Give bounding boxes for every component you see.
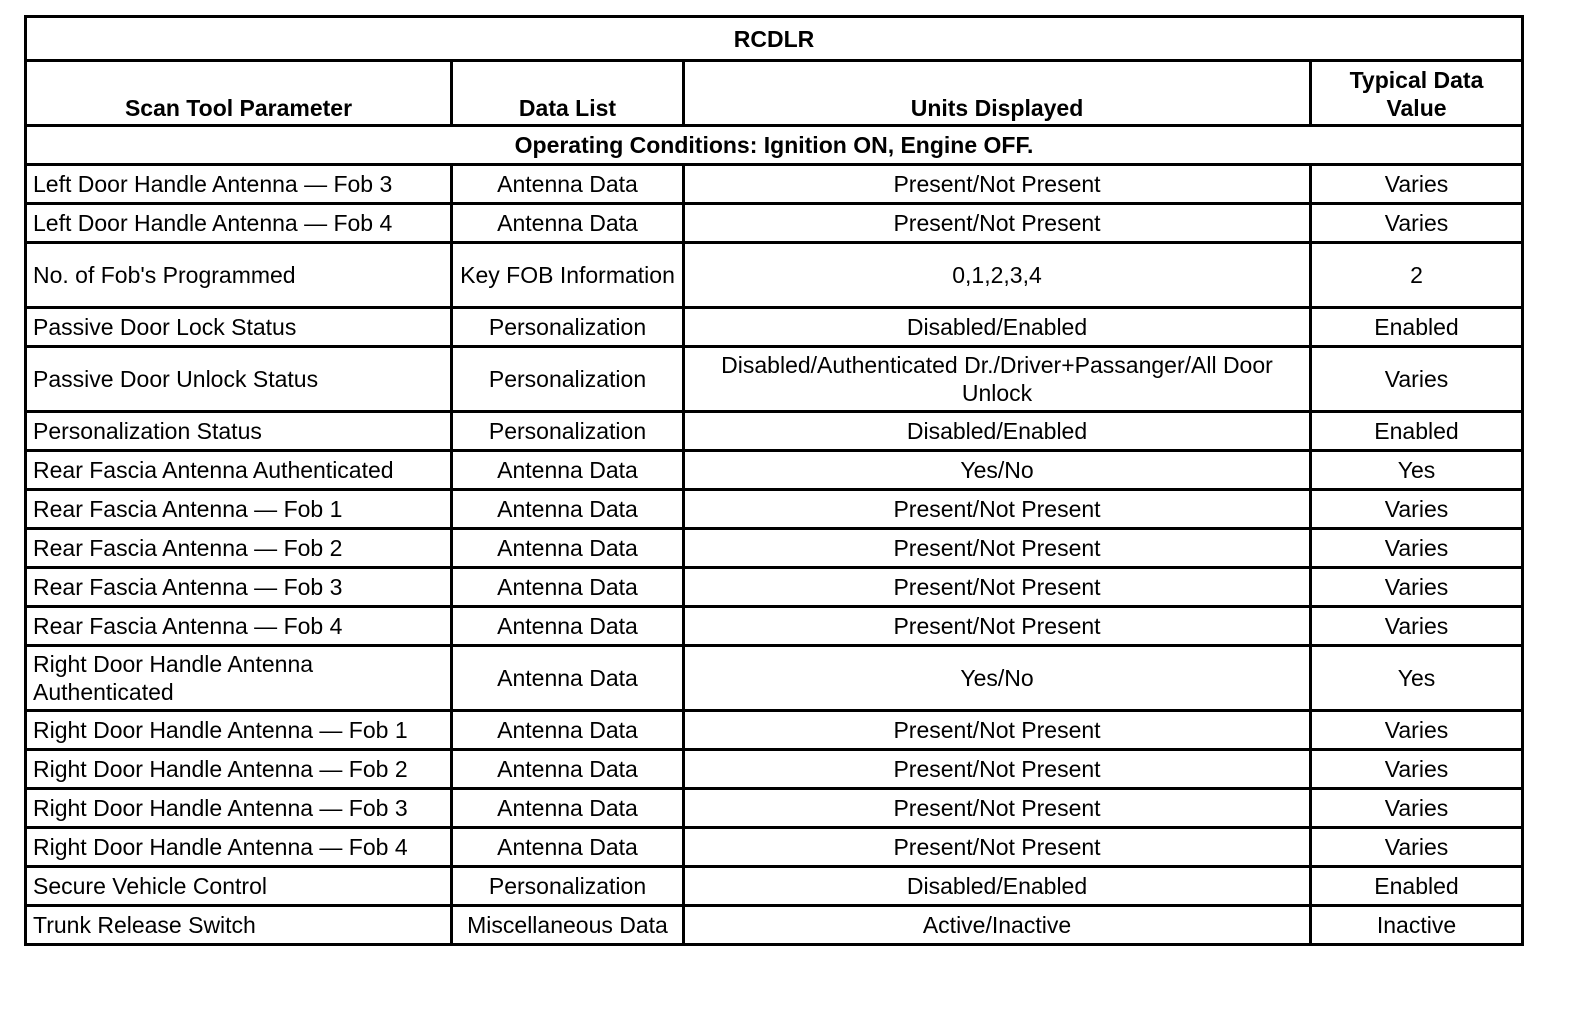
table-row	[26, 906, 1523, 945]
cell-parameter: Right Door Handle Antenna — Fob 1	[26, 711, 452, 750]
cell-parameter: Secure Vehicle Control	[26, 867, 452, 906]
cell-units: Active/Inactive	[684, 906, 1311, 945]
cell-units: Disabled/Enabled	[684, 308, 1311, 347]
cell-data-list: Antenna Data	[452, 789, 684, 828]
table-row	[26, 607, 1523, 646]
cell-parameter: Trunk Release Switch	[26, 906, 452, 945]
cell-parameter: Passive Door Unlock Status	[26, 347, 452, 412]
cell-typical-value: Enabled	[1311, 412, 1523, 451]
cell-data-list: Antenna Data	[452, 711, 684, 750]
cell-typical-value: Yes	[1311, 646, 1523, 711]
table-title: RCDLR	[26, 17, 1523, 61]
cell-units: Yes/No	[684, 451, 1311, 490]
cell-typical-value: Inactive	[1311, 906, 1523, 945]
cell-data-list: Personalization	[452, 412, 684, 451]
cell-data-list: Personalization	[452, 347, 684, 412]
cell-parameter: Right Door Handle Antenna Authenticated	[26, 646, 452, 711]
cell-units: Present/Not Present	[684, 750, 1311, 789]
header-data-list: Data List	[452, 61, 684, 126]
table-row	[26, 789, 1523, 828]
cell-parameter: Rear Fascia Antenna — Fob 4	[26, 607, 452, 646]
cell-units: Disabled/Authenticated Dr./Driver+Passanger/All Door Unlock	[684, 347, 1311, 412]
cell-data-list: Antenna Data	[452, 568, 684, 607]
cell-typical-value: Varies	[1311, 750, 1523, 789]
cell-data-list: Antenna Data	[452, 750, 684, 789]
header-units-displayed: Units Displayed	[684, 61, 1311, 126]
cell-parameter: No. of Fob's Programmed	[26, 243, 452, 308]
cell-units: Disabled/Enabled	[684, 867, 1311, 906]
cell-typical-value: Varies	[1311, 165, 1523, 204]
cell-units: Yes/No	[684, 646, 1311, 711]
cell-data-list: Antenna Data	[452, 828, 684, 867]
table-row	[26, 412, 1523, 451]
cell-data-list: Personalization	[452, 867, 684, 906]
cell-typical-value: Yes	[1311, 451, 1523, 490]
cell-data-list: Antenna Data	[452, 451, 684, 490]
table-row	[26, 243, 1523, 308]
cell-units: Present/Not Present	[684, 789, 1311, 828]
table-header-row	[26, 61, 1523, 126]
cell-data-list: Key FOB Information	[452, 243, 684, 308]
cell-data-list: Antenna Data	[452, 607, 684, 646]
table-row	[26, 750, 1523, 789]
cell-parameter: Right Door Handle Antenna — Fob 4	[26, 828, 452, 867]
cell-units: Present/Not Present	[684, 568, 1311, 607]
cell-parameter: Right Door Handle Antenna — Fob 2	[26, 750, 452, 789]
rcdlr-data-table-container	[24, 15, 1523, 946]
cell-data-list: Antenna Data	[452, 204, 684, 243]
cell-data-list: Personalization	[452, 308, 684, 347]
cell-typical-value: Varies	[1311, 490, 1523, 529]
cell-data-list: Antenna Data	[452, 165, 684, 204]
cell-data-list: Antenna Data	[452, 490, 684, 529]
table-row	[26, 451, 1523, 490]
cell-units: 0,1,2,3,4	[684, 243, 1311, 308]
cell-typical-value: Varies	[1311, 607, 1523, 646]
cell-parameter: Rear Fascia Antenna — Fob 2	[26, 529, 452, 568]
table-row	[26, 308, 1523, 347]
cell-units: Disabled/Enabled	[684, 412, 1311, 451]
table-row	[26, 347, 1523, 412]
cell-typical-value: Varies	[1311, 789, 1523, 828]
cell-data-list: Antenna Data	[452, 646, 684, 711]
header-scan-tool-parameter: Scan Tool Parameter	[26, 61, 452, 126]
table-row	[26, 490, 1523, 529]
cell-typical-value: Varies	[1311, 204, 1523, 243]
cell-parameter: Passive Door Lock Status	[26, 308, 452, 347]
cell-typical-value: Varies	[1311, 347, 1523, 412]
table-body	[26, 165, 1523, 945]
cell-typical-value: Enabled	[1311, 867, 1523, 906]
table-title-row	[26, 17, 1523, 61]
cell-typical-value: Varies	[1311, 529, 1523, 568]
cell-typical-value: Varies	[1311, 711, 1523, 750]
table-row	[26, 204, 1523, 243]
operating-conditions-row	[26, 126, 1523, 165]
cell-parameter: Left Door Handle Antenna — Fob 3	[26, 165, 452, 204]
cell-parameter: Rear Fascia Antenna — Fob 3	[26, 568, 452, 607]
cell-typical-value: Varies	[1311, 828, 1523, 867]
cell-units: Present/Not Present	[684, 204, 1311, 243]
header-typical-data-value: Typical Data Value	[1311, 61, 1523, 126]
cell-parameter: Rear Fascia Antenna Authenticated	[26, 451, 452, 490]
cell-parameter: Right Door Handle Antenna — Fob 3	[26, 789, 452, 828]
cell-typical-value: 2	[1311, 243, 1523, 308]
cell-units: Present/Not Present	[684, 711, 1311, 750]
table-row	[26, 165, 1523, 204]
rcdlr-data-table	[24, 15, 1524, 946]
cell-typical-value: Enabled	[1311, 308, 1523, 347]
table-row	[26, 711, 1523, 750]
table-row	[26, 828, 1523, 867]
cell-units: Present/Not Present	[684, 529, 1311, 568]
cell-units: Present/Not Present	[684, 165, 1311, 204]
cell-units: Present/Not Present	[684, 490, 1311, 529]
cell-typical-value: Varies	[1311, 568, 1523, 607]
cell-data-list: Miscellaneous Data	[452, 906, 684, 945]
cell-units: Present/Not Present	[684, 828, 1311, 867]
cell-parameter: Left Door Handle Antenna — Fob 4	[26, 204, 452, 243]
table-row	[26, 529, 1523, 568]
cell-units: Present/Not Present	[684, 607, 1311, 646]
table-row	[26, 568, 1523, 607]
cell-data-list: Antenna Data	[452, 529, 684, 568]
operating-conditions: Operating Conditions: Ignition ON, Engine OFF.	[26, 126, 1523, 165]
table-row	[26, 646, 1523, 711]
table-row	[26, 867, 1523, 906]
cell-parameter: Personalization Status	[26, 412, 452, 451]
cell-parameter: Rear Fascia Antenna — Fob 1	[26, 490, 452, 529]
